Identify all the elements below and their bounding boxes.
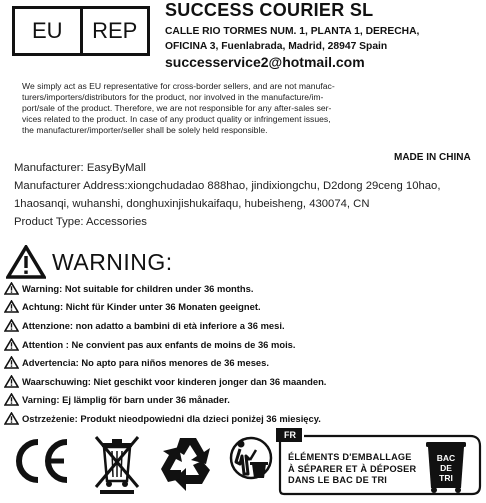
warning-item (4, 279, 484, 298)
manufacturer-address-line2: 1haosanqi, wuhanshi, donghuxinjishukaifaqu, hubeisheng, 430074, CN (14, 198, 370, 210)
warning-item (4, 409, 484, 428)
eu-rep-address (165, 24, 483, 54)
triman-info-block (276, 428, 484, 498)
warning-list (4, 279, 484, 428)
crossed-out-bin-icon (92, 433, 144, 495)
warning-heading-text: WARNING: (52, 248, 173, 275)
disclaimer-line: port/sale of the product. Therefore, we are not responsible for any after-sales ser- (22, 103, 332, 113)
eu-rep-email: successervice2@hotmail.com (165, 54, 365, 70)
warning-item (4, 316, 484, 335)
eu-rep-address-line1: CALLE RIO TORMES NUM. 1, PLANTA 1, DERECHA, (165, 26, 420, 37)
warning-triangle-icon (4, 393, 19, 406)
tidyman-icon (228, 434, 274, 492)
triman-line2: À SÉPARER ET À DÉPOSER (288, 463, 417, 474)
product-type: Product Type: Accessories (14, 216, 147, 228)
bin-line2: DE (440, 463, 452, 473)
triman-country: FR (284, 430, 296, 440)
bin-line3: TRI (439, 473, 453, 483)
warning-item (4, 353, 484, 372)
triman-line1: ÉLÉMENTS D'EMBALLAGE (288, 452, 412, 462)
eu-rep-badge (12, 6, 150, 56)
warning-item (4, 372, 484, 391)
disclaimer-line: We simply act as EU representative for cross-border sellers, and are not manufac- (22, 81, 335, 91)
disclaimer-line: turers/importers/distributors for the product, nor involved in the manufacture/im- (22, 92, 324, 102)
triman-text (288, 452, 416, 487)
made-in-label: MADE IN CHINA (394, 152, 471, 163)
warning-item (4, 335, 484, 354)
rep-label: REP (80, 9, 148, 53)
disclaimer-line: vices related to the product. In case of any product quality or infringement issues, (22, 114, 331, 124)
disclaimer-line: the manufacturer/importer/seller shall be solely held responsible. (22, 125, 268, 135)
warning-item (4, 391, 484, 410)
warning-text: Advertencia: No apto para niños menores de 36 meses. (22, 357, 269, 369)
warning-text: Attenzione: non adatto a bambini di età inferiore a 36 mesi. (22, 319, 285, 331)
eu-rep-address-line2: OFICINA 3, Fuenlabrada, Madrid, 28947 Spain (165, 41, 388, 52)
warning-triangle-icon (4, 375, 19, 388)
warning-triangle-icon (4, 356, 19, 369)
warning-triangle-icon (4, 300, 19, 313)
recycle-icon (158, 434, 218, 492)
disclaimer-text (22, 81, 472, 136)
warning-text: Waarschuwing: Niet geschikt voor kinderen jonger dan 36 maanden. (22, 375, 327, 387)
bac-de-tri-label (428, 453, 464, 483)
manufacturer-address-line1: Manufacturer Address:xiongchudadao 888hao, jindixiongchu, D2dong 29ceng 10hao, (14, 180, 441, 192)
ce-mark-icon (12, 437, 72, 485)
triman-line3: DANS LE BAC DE TRI (288, 475, 388, 485)
warning-text: Achtung: Nicht für Kinder unter 36 Monaten geeignet. (22, 301, 261, 313)
warning-text: Warning: Not suitable for children under 36 months. (22, 282, 254, 294)
warning-triangle-icon (4, 282, 19, 295)
bin-line1: BAC (436, 453, 456, 463)
eu-rep-company: SUCCESS COURIER SL (165, 0, 374, 20)
warning-text: Attention : Ne convient pas aux enfants de moins de 36 mois. (22, 338, 296, 350)
warning-heading (6, 244, 173, 280)
warning-triangle-icon (4, 338, 19, 351)
manufacturer-name: Manufacturer: EasyByMall (14, 162, 146, 174)
warning-triangle-icon (4, 412, 19, 425)
eu-label: EU (31, 18, 63, 43)
warning-text: Ostrzeżenie: Produkt nieodpowiedni dla dzieci poniżej 36 miesięcy. (22, 412, 321, 424)
warning-item (4, 298, 484, 317)
warning-triangle-icon (6, 245, 46, 279)
warning-text: Varning: Ej lämplig för barn under 36 månader. (22, 394, 230, 406)
warning-triangle-icon (4, 319, 19, 332)
